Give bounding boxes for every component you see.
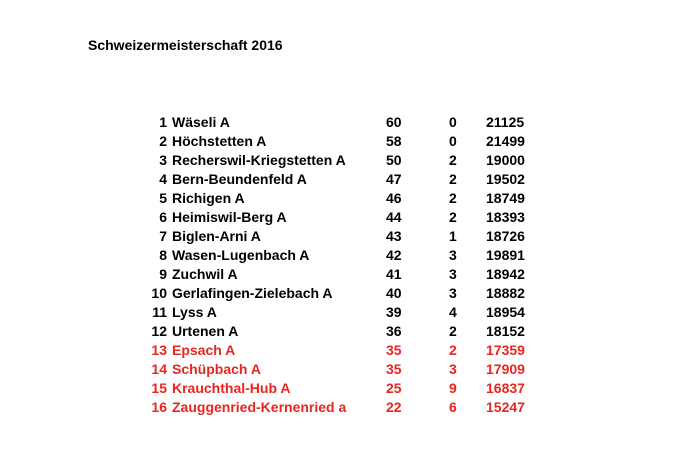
points-cell: 58 bbox=[386, 133, 402, 149]
total-cell: 17359 bbox=[486, 342, 525, 358]
team-cell: Bern-Beundenfeld A bbox=[172, 171, 307, 187]
value-cell: 4 bbox=[449, 304, 457, 320]
total-cell: 18393 bbox=[486, 209, 525, 225]
rank-cell: 7 bbox=[159, 228, 167, 244]
total-cell: 18152 bbox=[486, 323, 525, 339]
rank-cell: 2 bbox=[159, 133, 167, 149]
points-cell: 40 bbox=[386, 285, 402, 301]
points-cell: 36 bbox=[386, 323, 402, 339]
total-cell: 17909 bbox=[486, 361, 525, 377]
table-row bbox=[0, 246, 698, 265]
total-cell: 19891 bbox=[486, 247, 525, 263]
value-cell: 0 bbox=[449, 114, 457, 130]
total-cell: 18954 bbox=[486, 304, 525, 320]
points-cell: 46 bbox=[386, 190, 402, 206]
rank-cell: 12 bbox=[151, 323, 167, 339]
value-cell: 2 bbox=[449, 171, 457, 187]
ranking-table bbox=[0, 113, 698, 417]
total-cell: 18726 bbox=[486, 228, 525, 244]
value-cell: 2 bbox=[449, 209, 457, 225]
total-cell: 19502 bbox=[486, 171, 525, 187]
total-cell: 19000 bbox=[486, 152, 525, 168]
team-cell: Gerlafingen-Zielebach A bbox=[172, 285, 333, 301]
team-cell: Wasen-Lugenbach A bbox=[172, 247, 310, 263]
table-row bbox=[0, 151, 698, 170]
table-row bbox=[0, 303, 698, 322]
total-cell: 16837 bbox=[486, 380, 525, 396]
total-cell: 18942 bbox=[486, 266, 525, 282]
rank-cell: 10 bbox=[151, 285, 167, 301]
rank-cell: 13 bbox=[151, 342, 167, 358]
value-cell: 2 bbox=[449, 152, 457, 168]
value-cell: 1 bbox=[449, 228, 457, 244]
points-cell: 22 bbox=[386, 399, 402, 415]
total-cell: 18749 bbox=[486, 190, 525, 206]
value-cell: 2 bbox=[449, 342, 457, 358]
total-cell: 21125 bbox=[486, 114, 525, 130]
rank-cell: 11 bbox=[152, 304, 167, 320]
points-cell: 42 bbox=[386, 247, 402, 263]
team-cell: Heimiswil-Berg A bbox=[172, 209, 287, 225]
value-cell: 3 bbox=[449, 247, 457, 263]
total-cell: 21499 bbox=[486, 133, 525, 149]
table-row bbox=[0, 189, 698, 208]
team-cell: Krauchthal-Hub A bbox=[172, 380, 291, 396]
table-row bbox=[0, 341, 698, 360]
team-cell: Schüpbach A bbox=[172, 361, 261, 377]
points-cell: 41 bbox=[386, 266, 402, 282]
value-cell: 2 bbox=[449, 190, 457, 206]
table-row bbox=[0, 284, 698, 303]
points-cell: 39 bbox=[386, 304, 402, 320]
rank-cell: 14 bbox=[151, 361, 167, 377]
team-cell: Epsach A bbox=[172, 342, 236, 358]
team-cell: Höchstetten A bbox=[172, 133, 267, 149]
points-cell: 35 bbox=[386, 361, 402, 377]
team-cell: Zauggenried-Kernenried a bbox=[172, 399, 347, 415]
rank-cell: 5 bbox=[159, 190, 167, 206]
total-cell: 15247 bbox=[486, 399, 525, 415]
rank-cell: 9 bbox=[159, 266, 167, 282]
rank-cell: 1 bbox=[159, 114, 167, 130]
table-row bbox=[0, 360, 698, 379]
table-row bbox=[0, 265, 698, 284]
value-cell: 3 bbox=[449, 285, 457, 301]
table-row bbox=[0, 208, 698, 227]
value-cell: 3 bbox=[449, 266, 457, 282]
total-cell: 18882 bbox=[486, 285, 525, 301]
team-cell: Lyss A bbox=[172, 304, 217, 320]
table-row bbox=[0, 170, 698, 189]
points-cell: 44 bbox=[386, 209, 402, 225]
table-row bbox=[0, 113, 698, 132]
points-cell: 43 bbox=[386, 228, 402, 244]
table-row bbox=[0, 379, 698, 398]
table-row bbox=[0, 227, 698, 246]
points-cell: 25 bbox=[386, 380, 402, 396]
points-cell: 50 bbox=[386, 152, 402, 168]
team-cell: Wäseli A bbox=[172, 114, 230, 130]
page-title: Schweizermeisterschaft 2016 bbox=[88, 37, 283, 53]
points-cell: 47 bbox=[386, 171, 402, 187]
team-cell: Richigen A bbox=[172, 190, 245, 206]
points-cell: 60 bbox=[386, 114, 402, 130]
table-row bbox=[0, 132, 698, 151]
value-cell: 9 bbox=[449, 380, 457, 396]
team-cell: Recherswil-Kriegstetten A bbox=[172, 152, 346, 168]
rank-cell: 4 bbox=[159, 171, 167, 187]
points-cell: 35 bbox=[386, 342, 402, 358]
rank-cell: 15 bbox=[151, 380, 167, 396]
value-cell: 2 bbox=[449, 323, 457, 339]
rank-cell: 3 bbox=[159, 152, 167, 168]
table-row bbox=[0, 398, 698, 417]
value-cell: 6 bbox=[449, 399, 457, 415]
rank-cell: 6 bbox=[159, 209, 167, 225]
value-cell: 3 bbox=[449, 361, 457, 377]
team-cell: Zuchwil A bbox=[172, 266, 238, 282]
team-cell: Urtenen A bbox=[172, 323, 239, 339]
rank-cell: 8 bbox=[159, 247, 167, 263]
rank-cell: 16 bbox=[151, 399, 167, 415]
table-row bbox=[0, 322, 698, 341]
team-cell: Biglen-Arni A bbox=[172, 228, 261, 244]
value-cell: 0 bbox=[449, 133, 457, 149]
